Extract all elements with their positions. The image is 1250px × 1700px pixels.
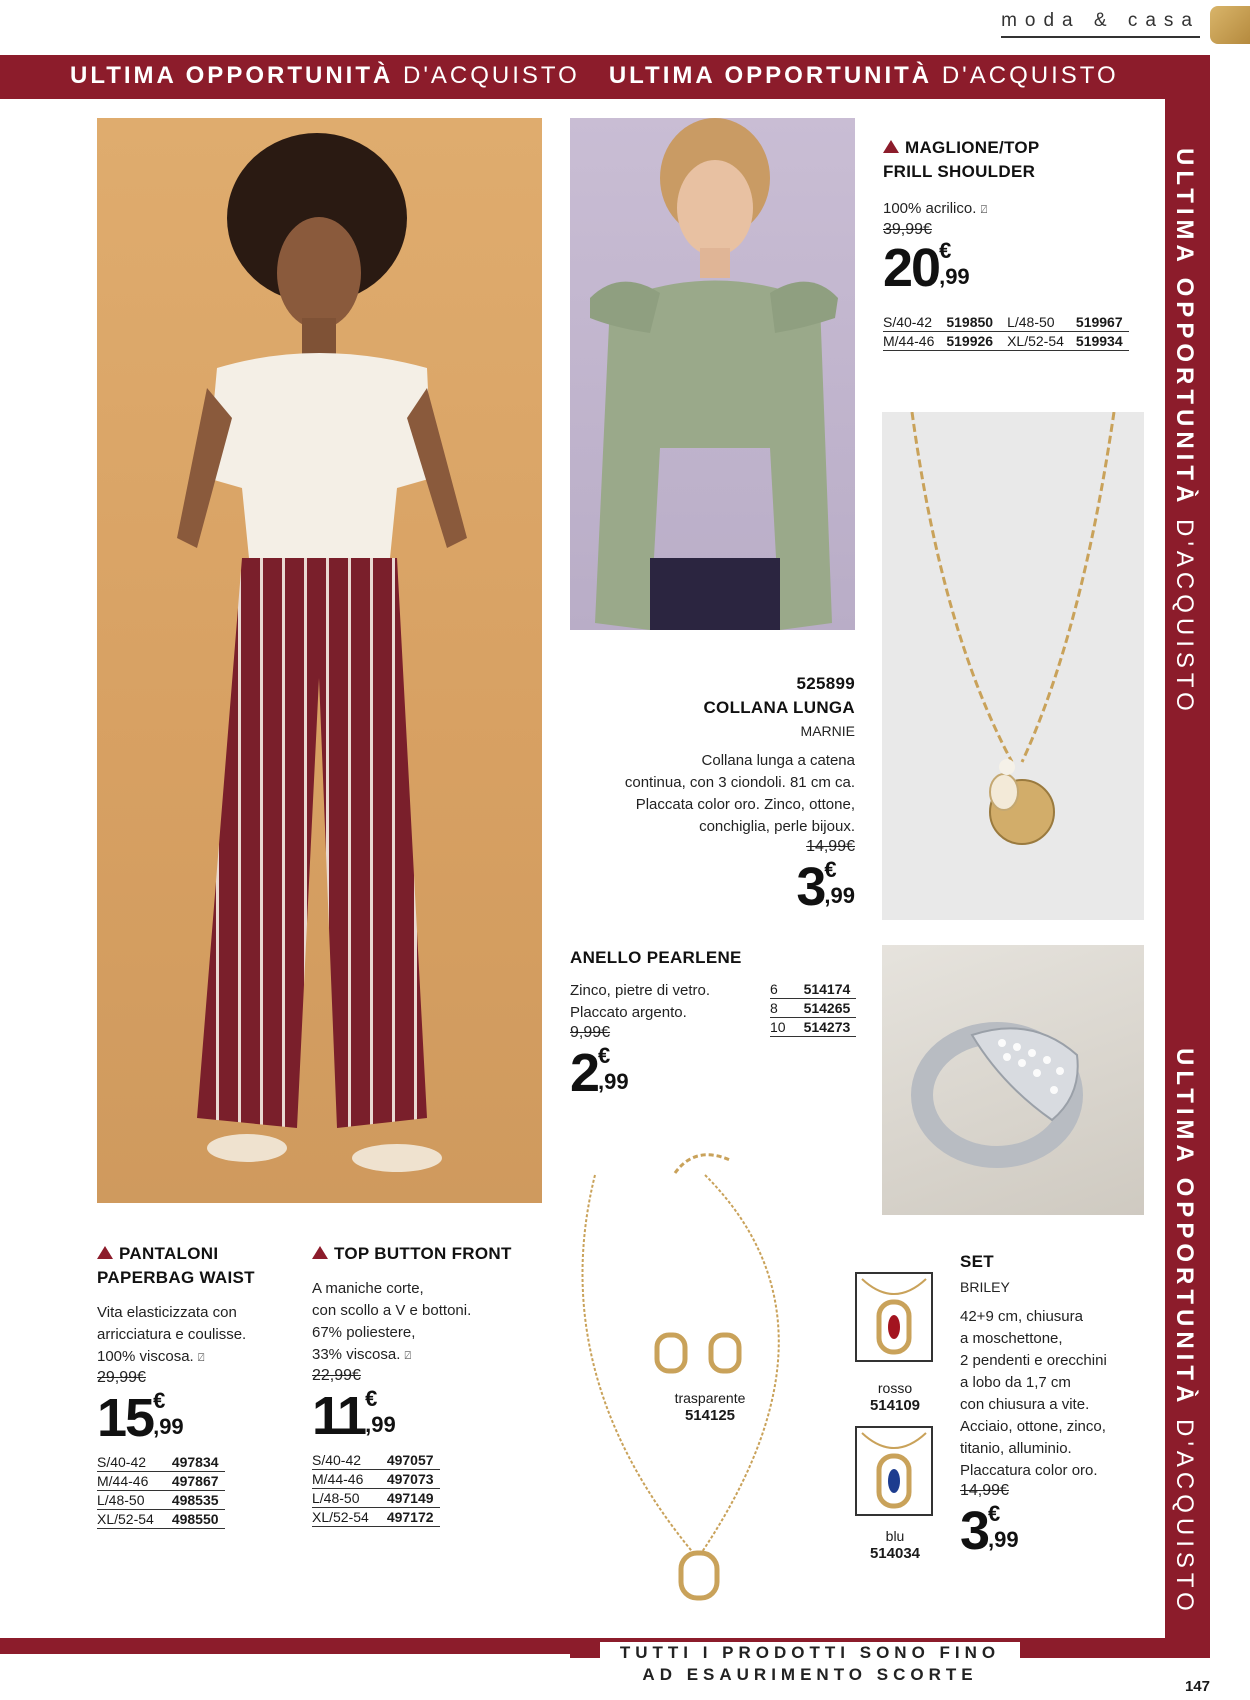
price-int: 3 [796, 857, 825, 917]
desc-line: 2 pendenti e orecchini [960, 1352, 1107, 1369]
size-label: L/48-50 [1007, 313, 1070, 332]
price-currency: € [939, 238, 952, 263]
table-row [883, 332, 1129, 351]
collana-block [570, 672, 855, 918]
top-title-text: TOP BUTTON FRONT [334, 1244, 512, 1263]
size-label: 10 [770, 1018, 792, 1037]
desc-line: titanio, alluminio. [960, 1440, 1072, 1457]
side-light-2: D'ACQUISTO [1171, 1418, 1198, 1616]
variant-label: blu [885, 1528, 905, 1544]
banner-text [70, 62, 1119, 90]
desc-line: Acciaio, ottone, zinco, [960, 1418, 1106, 1435]
variant-label: rosso [877, 1380, 913, 1396]
wash-icon: ⍁ [404, 1350, 412, 1362]
ring-photo [882, 945, 1144, 1215]
collana-code: 525899 [796, 674, 855, 693]
collana-old-price: 14,99€ [806, 838, 855, 855]
table-row [770, 980, 856, 999]
set-desc [960, 1306, 1160, 1482]
size-label: M/44-46 [97, 1472, 160, 1491]
desc-line: Collana lunga a catena [701, 752, 855, 769]
size-code: 514273 [792, 1018, 857, 1037]
price-currency: € [598, 1043, 611, 1068]
desc-line: Placcato argento. [570, 1004, 687, 1021]
size-code: 519934 [1070, 332, 1129, 351]
desc-line: Vita elasticizzata con [97, 1304, 237, 1321]
table-row [97, 1453, 225, 1472]
table-row [312, 1489, 440, 1508]
price-decimals: ,99 [153, 1414, 184, 1439]
size-code: 497149 [375, 1489, 440, 1508]
pendant-red-icon [857, 1274, 931, 1360]
price-currency: € [988, 1501, 1001, 1526]
size-label: XL/52-54 [1007, 332, 1070, 351]
size-label: M/44-46 [883, 332, 940, 351]
footer-line1: TUTTI I PRODOTTI SONO FINO [619, 1643, 1001, 1662]
sweater-model-illustration [570, 118, 855, 630]
size-code: 514174 [792, 980, 857, 999]
set-title: SET [960, 1252, 994, 1271]
table-row [883, 313, 1129, 332]
desc-line: conchiglia, perle bijoux. [699, 818, 855, 835]
triangle-icon [97, 1246, 113, 1259]
price-currency: € [824, 857, 837, 882]
maglione-title-line1: MAGLIONE/TOP [905, 138, 1040, 157]
thumb-rosso [855, 1272, 933, 1362]
size-code: 497834 [160, 1453, 225, 1472]
price-int: 3 [960, 1501, 989, 1561]
triangle-icon [883, 140, 899, 153]
size-label: S/40-42 [312, 1451, 375, 1470]
size-label: XL/52-54 [97, 1510, 160, 1529]
anello-price [570, 1042, 870, 1104]
desc-line: Placcatura color oro. [960, 1462, 1098, 1479]
side-banner-text-1 [1170, 148, 1198, 716]
table-row [97, 1510, 225, 1529]
desc-line: 67% poliestere, [312, 1324, 416, 1341]
variant-blu [850, 1528, 940, 1562]
size-label: S/40-42 [883, 313, 940, 332]
desc-line: a lobo da 1,7 cm [960, 1374, 1071, 1391]
collana-title: COLLANA LUNGA [703, 698, 855, 717]
banner-light-2: D'ACQUISTO [941, 62, 1119, 89]
gold-tab [1210, 6, 1250, 44]
variant-code: 514109 [869, 1397, 921, 1414]
price-currency: € [153, 1388, 166, 1413]
desc-line: 33% viscosa. [312, 1346, 401, 1363]
footer-bar [0, 1638, 575, 1654]
wash-icon: ⍁ [980, 204, 988, 216]
size-code: 497057 [375, 1451, 440, 1470]
size-code: 497073 [375, 1470, 440, 1489]
maglione-desc-text: 100% acrilico. [883, 200, 977, 217]
variant-code: 514034 [869, 1545, 921, 1562]
anello-size-table [770, 980, 856, 1037]
collana-desc [570, 750, 855, 838]
price-int: 15 [97, 1388, 154, 1448]
table-row [770, 999, 856, 1018]
table-row [312, 1470, 440, 1489]
banner-light-1: D'ACQUISTO [402, 62, 580, 89]
price-decimals: ,99 [939, 264, 970, 289]
maglione-price [883, 237, 1129, 299]
pantaloni-block [97, 1242, 287, 1529]
size-code: 497172 [375, 1508, 440, 1527]
maglione-title-line2: FRILL SHOULDER [883, 162, 1036, 181]
set-old-price: 14,99€ [960, 1482, 1009, 1499]
desc-line: A maniche corte, [312, 1280, 424, 1297]
footer-note [600, 1642, 1020, 1686]
price-int: 11 [312, 1386, 366, 1446]
triangle-icon [312, 1246, 328, 1259]
price-decimals: ,99 [598, 1069, 629, 1094]
size-label: M/44-46 [312, 1470, 375, 1489]
size-label: 8 [770, 999, 792, 1018]
price-int: 20 [883, 238, 940, 298]
pendant-blue-icon [857, 1428, 931, 1514]
table-row [770, 1018, 856, 1037]
pantaloni-title-line2: PAPERBAG WAIST [97, 1268, 255, 1287]
wash-icon: ⍁ [197, 1352, 205, 1364]
set-necklace-illustration [555, 1125, 845, 1605]
top-old-price: 22,99€ [312, 1367, 361, 1384]
price-int: 2 [570, 1043, 599, 1103]
ring-illustration [882, 945, 1144, 1215]
set-brand: BRILEY [960, 1279, 1010, 1295]
variant-trasparente [650, 1390, 770, 1424]
section-title: moda & casa [1001, 10, 1200, 38]
maglione-old-price: 39,99€ [883, 221, 932, 238]
size-code: 498550 [160, 1510, 225, 1529]
top-block [312, 1242, 537, 1527]
side-bold-2: ULTIMA OPPORTUNITÀ [1171, 1048, 1198, 1408]
size-code: 519926 [940, 332, 1007, 351]
footer-line2: AD ESAURIMENTO SCORTE [642, 1665, 978, 1684]
pantaloni-desc [97, 1302, 287, 1369]
collana-price [570, 856, 855, 918]
size-label: 6 [770, 980, 792, 999]
set-price [960, 1500, 1160, 1562]
maglione-block [883, 136, 1129, 351]
variant-code: 514125 [684, 1407, 736, 1424]
table-row [312, 1451, 440, 1470]
size-label: XL/52-54 [312, 1508, 375, 1527]
table-row [97, 1472, 225, 1491]
table-row [312, 1508, 440, 1527]
table-row [97, 1491, 225, 1510]
size-label: L/48-50 [97, 1491, 160, 1510]
banner-bold-1: ULTIMA OPPORTUNITÀ [70, 62, 394, 89]
thumb-blu [855, 1426, 933, 1516]
size-code: 514265 [792, 999, 857, 1018]
price-decimals: ,99 [824, 883, 855, 908]
anello-old-price: 9,99€ [570, 1024, 611, 1041]
pantaloni-size-table [97, 1453, 225, 1529]
maglione-desc [883, 198, 1129, 221]
anello-block [570, 946, 870, 1104]
pantaloni-title-line1: PANTALONI [119, 1244, 219, 1263]
desc-line: 42+9 cm, chiusura [960, 1308, 1083, 1325]
desc-line: 100% viscosa. [97, 1348, 194, 1365]
price-decimals: ,99 [365, 1412, 396, 1437]
variant-label: trasparente [674, 1390, 746, 1406]
size-code: 497867 [160, 1472, 225, 1491]
pantaloni-price [97, 1387, 287, 1449]
size-code: 519967 [1070, 313, 1129, 332]
maglione-size-table [883, 313, 1129, 351]
desc-line: con chiusura a vite. [960, 1396, 1090, 1413]
top-price [312, 1385, 537, 1447]
pants-model-illustration [97, 118, 542, 1203]
pantaloni-title [97, 1242, 287, 1290]
set-necklace-photo [555, 1125, 845, 1605]
anello-title: ANELLO PEARLENE [570, 948, 742, 967]
sweater-model-photo [570, 118, 855, 630]
desc-line: arricciatura e coulisse. [97, 1326, 247, 1343]
pants-model-photo [97, 118, 542, 1203]
top-title [312, 1242, 537, 1266]
necklace-illustration [882, 412, 1144, 920]
desc-line: a moschettone, [960, 1330, 1063, 1347]
page-number: 147 [1184, 1678, 1210, 1695]
pantaloni-old-price: 29,99€ [97, 1369, 146, 1386]
price-decimals: ,99 [988, 1527, 1019, 1552]
size-code: 519850 [940, 313, 1007, 332]
necklace-photo [882, 412, 1144, 920]
desc-line: continua, con 3 ciondoli. 81 cm ca. [624, 774, 855, 791]
banner-bold-2: ULTIMA OPPORTUNITÀ [608, 62, 933, 89]
top-desc [312, 1278, 537, 1367]
desc-line: Zinco, pietre di vetro. [570, 982, 711, 999]
size-code: 498535 [160, 1491, 225, 1510]
size-label: L/48-50 [312, 1489, 375, 1508]
collana-brand: MARNIE [800, 723, 855, 739]
set-block [960, 1250, 1160, 1562]
price-currency: € [365, 1386, 378, 1411]
side-light-1: D'ACQUISTO [1171, 518, 1198, 716]
top-size-table [312, 1451, 440, 1527]
size-label: S/40-42 [97, 1453, 160, 1472]
side-bold-1: ULTIMA OPPORTUNITÀ [1171, 148, 1198, 508]
maglione-title [883, 136, 1129, 184]
desc-line: con scollo a V e bottoni. [312, 1302, 472, 1319]
desc-line: Placcata color oro. Zinco, ottone, [635, 796, 855, 813]
side-banner-text-2 [1170, 1048, 1198, 1616]
variant-rosso [850, 1380, 940, 1414]
